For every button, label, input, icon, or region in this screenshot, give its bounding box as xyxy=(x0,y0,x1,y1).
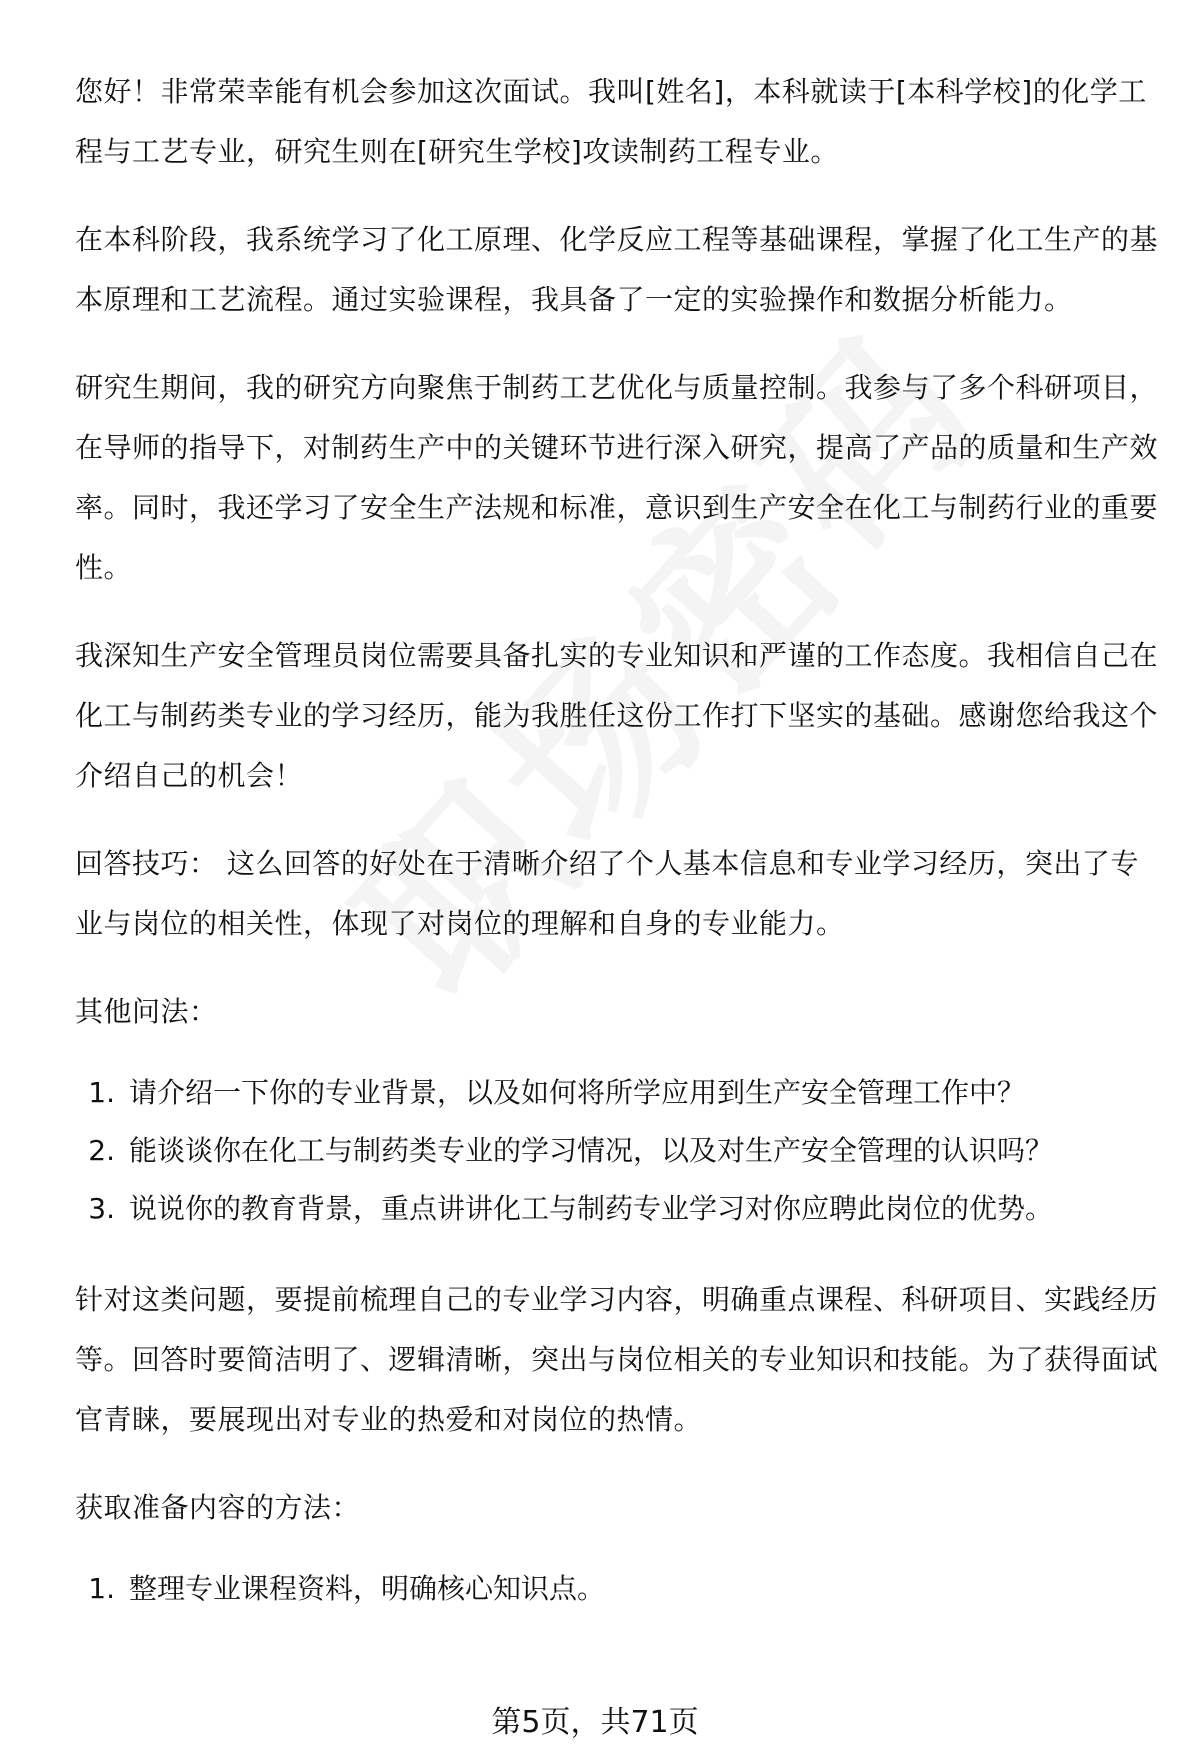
list-item-text: 请介绍一下你的专业背景，以及如何将所学应用到生产安全管理工作中？ xyxy=(129,1076,1026,1109)
list-item-text: 说说你的教育背景，重点讲讲化工与制药专业学习对你应聘此岗位的优势。 xyxy=(129,1192,1054,1225)
list-item xyxy=(75,1180,1165,1238)
heading-preparation-methods: 获取准备内容的方法： xyxy=(75,1491,361,1524)
heading-other-questions: 其他问法： xyxy=(75,995,218,1028)
paragraph-intro: 您好！非常荣幸能有机会参加这次面试。我叫[姓名]，本科就读于[本科学校]的化学工程与工艺专业，研究生则在[研究生学校]攻读制药工程专业。 xyxy=(75,75,1147,168)
page-number-footer: 第5页，共71页 xyxy=(491,1705,699,1740)
document-body xyxy=(75,62,1165,1618)
paragraph-answer-tips: 回答技巧： 这么回答的好处在于清晰介绍了个人基本信息和专业学习经历，突出了专业与岗位的相关性，体现了对岗位的理解和自身的专业能力。 xyxy=(75,847,1139,940)
list-item-number: 2. xyxy=(88,1134,115,1167)
list-item-number: 1. xyxy=(88,1572,115,1605)
list-item-text: 能谈谈你在化工与制药类专业的学习情况，以及对生产安全管理的认识吗？ xyxy=(129,1134,1054,1167)
list-item xyxy=(75,1064,1165,1122)
list-item-text: 整理专业课程资料，明确核心知识点。 xyxy=(129,1572,606,1605)
paragraph-graduate: 研究生期间，我的研究方向聚焦于制药工艺优化与质量控制。我参与了多个科研项目，在导师的指导下，对制药生产中的关键环节进行深入研究，提高了产品的质量和生产效率。同时，我还学习了安全生产法规和标准，意识到生产安全在化工与制药行业的重要性。 xyxy=(75,371,1159,584)
list-item xyxy=(75,1122,1165,1180)
methods-list xyxy=(75,1560,1165,1618)
list-item-number: 1. xyxy=(88,1076,115,1109)
list-item-number: 3. xyxy=(88,1192,115,1225)
paragraph-preparation-advice: 针对这类问题，要提前梳理自己的专业学习内容，明确重点课程、科研项目、实践经历等。回答时要简洁明了、逻辑清晰，突出与岗位相关的专业知识和技能。为了获得面试官青睐，要展现出对专业的热爱和对岗位的热情。 xyxy=(75,1283,1159,1436)
other-questions-list xyxy=(75,1064,1165,1238)
paragraph-closing: 我深知生产安全管理员岗位需要具备扎实的专业知识和严谨的工作态度。我相信自己在化工与制药类专业的学习经历，能为我胜任这份工作打下坚实的基础。感谢您给我这个介绍自己的机会！ xyxy=(75,639,1159,792)
paragraph-undergrad: 在本科阶段，我系统学习了化工原理、化学反应工程等基础课程，掌握了化工生产的基本原理和工艺流程。通过实验课程，我具备了一定的实验操作和数据分析能力。 xyxy=(75,223,1159,316)
list-item xyxy=(75,1560,1165,1618)
